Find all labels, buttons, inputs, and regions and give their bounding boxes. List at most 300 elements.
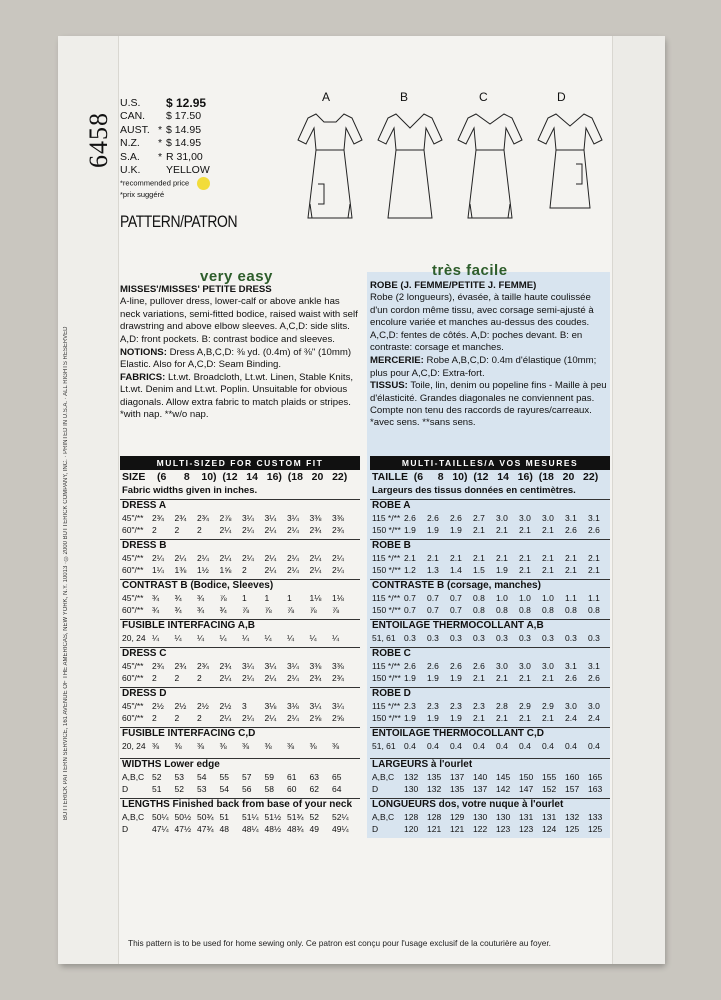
cell-value: 2.6	[473, 661, 485, 671]
table-row	[120, 513, 360, 525]
cell-value: 2.1	[427, 553, 439, 563]
section-title: DRESS B	[122, 540, 167, 551]
cell-value: 132	[427, 784, 442, 794]
cell-value: ⅜	[332, 741, 340, 751]
english-description-block	[120, 284, 360, 421]
table-row	[120, 741, 360, 753]
section-title: ROBE B	[372, 540, 411, 551]
cell-value: 54	[219, 784, 229, 794]
cell-value: 47½	[174, 824, 192, 834]
cell-value: 2¼	[287, 713, 299, 723]
section-title: ENTOILAGE THERMOCOLLANT C,D	[372, 728, 545, 739]
cell-value: 0.4	[427, 741, 439, 751]
price-country: S.A.	[120, 150, 140, 163]
cell-value: 2¼	[287, 673, 299, 683]
table-row	[120, 673, 360, 685]
cell-value: 2¼	[287, 553, 299, 563]
cell-value: 150	[519, 772, 534, 782]
cell-value: 133	[588, 812, 603, 822]
cell-value: 2¾	[332, 525, 344, 535]
cell-value: 130	[473, 812, 488, 822]
cell-value: 59	[264, 772, 274, 782]
cell-value: 1.9	[404, 673, 416, 683]
price-country: U.K.	[120, 164, 141, 177]
cell-value: 0.7	[450, 605, 462, 615]
cell-value: 2¼	[219, 553, 232, 563]
row-label: 150 */**	[372, 713, 401, 723]
row-label: 60"/**	[122, 525, 144, 535]
section-title: DRESS C	[122, 648, 167, 659]
recommended-note-text: *recommended price	[120, 178, 190, 188]
cell-value: 1.9	[450, 673, 462, 683]
cell-value: 2	[152, 525, 157, 535]
cell-value: 3¼	[242, 661, 254, 671]
cell-value: 2¼	[309, 565, 322, 575]
cell-value: 3¼	[242, 513, 254, 523]
cell-value: 2¼	[242, 673, 254, 683]
cell-value: 155	[542, 772, 557, 782]
table-row	[120, 661, 360, 673]
english-title: MISSES'/MISSES' PETITE DRESS	[120, 284, 272, 295]
cell-value: 2¼	[264, 553, 277, 563]
cell-value: 2.1	[473, 673, 485, 683]
table-row	[120, 593, 360, 605]
cell-value: 3⅜	[332, 513, 344, 523]
price-value: $ 12.95	[166, 95, 207, 110]
price-star: *	[157, 123, 163, 136]
row-label: 60"/**	[122, 673, 144, 683]
table-row	[370, 772, 610, 784]
copyright-text: BUTTERICK PATTERN SERVICE, 161 AVENUE OF THE AMERICAS, NEW YORK, N.Y. 10013 · ©2000 BUTTERICK COMPANY, INC. · PRINTED IN U.S.A. · ALL RIGHTS RESERVED	[63, 326, 69, 820]
cell-value: 0.3	[496, 633, 508, 643]
cell-value: 62	[309, 784, 319, 794]
cell-value: 2¼	[264, 565, 277, 575]
row-label: D	[372, 824, 379, 834]
cell-value: 3⅜	[332, 661, 344, 671]
cell-value: 128	[427, 812, 442, 822]
table-row	[370, 553, 610, 565]
price-country: N.Z.	[120, 137, 140, 150]
cell-value: 2¾	[174, 513, 187, 523]
cell-value: 2¾	[174, 661, 187, 671]
cell-value: 2.6	[565, 673, 577, 683]
cell-value: 135	[450, 784, 465, 794]
cell-value: 125	[588, 824, 603, 834]
cell-value: 1⅝	[219, 565, 232, 575]
cell-value: 0.4	[542, 741, 554, 751]
cell-value: 128	[404, 812, 419, 822]
cell-value: 2½	[197, 701, 209, 711]
cell-value: ¾	[174, 605, 182, 615]
cell-value: 3.0	[542, 513, 554, 523]
section-title: ROBE D	[372, 688, 411, 699]
cell-value: 51¾	[287, 812, 304, 822]
cell-value: 2¼	[287, 565, 299, 575]
cell-value: 52	[152, 772, 162, 782]
yellow-dot-icon	[197, 177, 210, 190]
row-label: A,B,C	[122, 772, 145, 782]
cell-value: 132	[404, 772, 419, 782]
cell-value: 60	[287, 784, 297, 794]
cell-value: ¼	[264, 633, 272, 643]
cell-value: 131	[542, 812, 557, 822]
cell-value: 0.4	[473, 741, 485, 751]
cell-value: 0.8	[588, 605, 600, 615]
row-label: 20, 24	[122, 633, 146, 643]
cell-value: 0.3	[588, 633, 600, 643]
cell-value: 47¼	[152, 824, 169, 834]
cell-value: 3.1	[588, 661, 600, 671]
cell-value: 2¼	[264, 673, 277, 683]
cell-value: 3.0	[542, 661, 554, 671]
table-row	[120, 784, 360, 796]
cell-value: 2	[152, 673, 157, 683]
cell-value: 3.1	[565, 513, 577, 523]
cell-value: 64	[332, 784, 342, 794]
price-row	[120, 123, 210, 137]
cell-value: 2.3	[404, 701, 416, 711]
english-notions-label: NOTIONS:	[120, 347, 167, 359]
cell-value: 145	[496, 772, 511, 782]
cell-value: 0.3	[473, 633, 485, 643]
cell-value: 2⅝	[332, 713, 344, 723]
table-row	[120, 633, 360, 645]
cell-value: 0.8	[473, 605, 485, 615]
cell-value: 131	[519, 812, 534, 822]
cell-value: 123	[496, 824, 511, 834]
row-label: D	[372, 784, 379, 794]
price-row	[120, 110, 210, 124]
cell-value: 2.1	[588, 565, 600, 575]
cell-value: 2.1	[542, 553, 554, 563]
english-table-header: MULTI-SIZED FOR CUSTOM FIT	[120, 456, 360, 470]
cell-value: 2.1	[519, 713, 531, 723]
cell-value: 1⅜	[174, 565, 187, 575]
table-row	[370, 824, 610, 836]
cell-value: 2.1	[404, 553, 416, 563]
table-row	[370, 525, 610, 537]
cell-value: 2¾	[197, 513, 209, 523]
cell-value: ¼	[197, 633, 205, 643]
cell-value: 147	[519, 784, 534, 794]
cell-value: 2.6	[404, 661, 416, 671]
table-row	[120, 824, 360, 836]
cell-value: 142	[496, 784, 511, 794]
cell-value: 1.9	[496, 565, 508, 575]
french-title: ROBE (J. FEMME/PETITE J. FEMME)	[370, 280, 537, 291]
cell-value: 2¼	[287, 525, 299, 535]
section-title: FUSIBLE INTERFACING A,B	[122, 620, 255, 631]
cell-value: 3¼	[309, 701, 322, 711]
cell-value: 0.8	[519, 605, 531, 615]
cell-value: 2.6	[450, 661, 462, 671]
cell-value: 0.4	[496, 741, 508, 751]
cell-value: 129	[450, 812, 465, 822]
cell-value: 2.9	[542, 701, 554, 711]
cell-value: 56	[242, 784, 252, 794]
cell-value: 2	[174, 525, 180, 535]
cell-value: 1	[242, 593, 247, 603]
view-label-d: D	[557, 90, 566, 104]
table-row	[370, 812, 610, 824]
dress-sketch-a	[298, 114, 362, 218]
cell-value: 3.0	[588, 701, 600, 711]
cell-value: 3¼	[287, 513, 299, 523]
cell-value: 121	[427, 824, 442, 834]
row-label: 45"/**	[122, 701, 144, 711]
english-notions: Dress A,B,C,D: ⅜ yd. (0.4m) of ⅜" (10mm) Elastic. Also for A,C,D: Seam Binding.	[120, 347, 352, 371]
cell-value: 2¼	[242, 553, 254, 563]
section-title: ENTOILAGE THERMOCOLLANT A,B	[372, 620, 544, 631]
french-notions: Robe A,B,C,D: 0.4m d'élastique (10mm; plus pour A,C,D: Extra-fort.	[370, 355, 597, 379]
cell-value: 2¼	[264, 525, 277, 535]
table-row	[370, 605, 610, 617]
cell-value: 1.5	[473, 565, 485, 575]
cell-value: ⅜	[197, 741, 205, 751]
cell-value: 2¼	[219, 713, 232, 723]
cell-value: 2½	[174, 701, 187, 711]
cell-value: 1.9	[404, 713, 416, 723]
table-row	[120, 553, 360, 565]
french-fabrics: Toile, lin, denim ou popeline fins - Maille à peu d'élasticité. Grandes diagonales ne conviennent pas. Compte non tenu des raccords de rayures/carreaux. *avec sens. **sans sens.	[370, 380, 607, 429]
cell-value: 3.0	[496, 661, 508, 671]
cell-value: 51¼	[242, 812, 259, 822]
cell-value: 124	[542, 824, 557, 834]
cell-value: 0.4	[565, 741, 577, 751]
price-star: *	[157, 150, 163, 163]
cell-value: 2.1	[450, 553, 462, 563]
cell-value: 1½	[197, 565, 209, 575]
table-row	[370, 633, 610, 645]
cell-value: 2.1	[496, 525, 508, 535]
cell-value: 2.1	[496, 673, 508, 683]
cell-value: ¾	[152, 593, 160, 603]
cell-value: 120	[404, 824, 419, 834]
pattern-title: PATTERN/PATRON	[120, 212, 238, 231]
table-row	[370, 661, 610, 673]
cell-value: 1.9	[450, 525, 462, 535]
row-label: 150 */**	[372, 605, 401, 615]
cell-value: 48½	[264, 824, 282, 834]
price-row	[120, 150, 210, 164]
view-label-a: A	[322, 90, 331, 104]
cell-value: 47¾	[197, 824, 214, 834]
english-size-row: SIZE (6 8 10) (12 14 16) (18 20 22)	[122, 471, 348, 483]
cell-value: 48¾	[287, 824, 304, 834]
row-label: 115 */**	[372, 593, 401, 603]
cell-value: 2.1	[565, 553, 577, 563]
cell-value: 137	[473, 784, 488, 794]
cell-value: 3¼	[264, 513, 277, 523]
row-label: 60"/**	[122, 565, 144, 575]
cell-value: 0.4	[588, 741, 600, 751]
cell-value: 51½	[264, 812, 282, 822]
cell-value: 3.0	[519, 661, 531, 671]
cell-value: 2.3	[473, 701, 485, 711]
cell-value: 0.3	[427, 633, 439, 643]
cell-value: ¼	[219, 633, 227, 643]
cell-value: 3.0	[565, 701, 577, 711]
cell-value: 2⅝	[309, 713, 322, 723]
cell-value: 2¼	[197, 553, 209, 563]
row-label: 20, 24	[122, 741, 146, 751]
cell-value: 2¼	[219, 673, 232, 683]
cell-value: 1.1	[588, 593, 600, 603]
cell-value: ¼	[152, 633, 160, 643]
cell-value: ⅞	[219, 593, 227, 603]
cell-value: ¾	[174, 593, 182, 603]
cell-value: 125	[565, 824, 580, 834]
cell-value: 2¾	[219, 661, 232, 671]
cell-value: 1	[287, 593, 292, 603]
cell-value: 48¼	[242, 824, 259, 834]
cell-value: ⅜	[219, 741, 227, 751]
cell-value: ⅜	[152, 741, 160, 751]
cell-value: 2.1	[519, 673, 531, 683]
price-value: $ 14.95	[166, 137, 202, 150]
row-label: 115 */**	[372, 661, 401, 671]
cell-value: 2.1	[496, 553, 508, 563]
cell-value: 63	[309, 772, 319, 782]
row-label: 51, 61	[372, 741, 396, 751]
cell-value: 160	[565, 772, 580, 782]
row-label: 45"/**	[122, 661, 144, 671]
cell-value: 2.4	[565, 713, 577, 723]
cell-value: 2½	[152, 701, 164, 711]
cell-value: ¾	[219, 605, 227, 615]
english-fabric-widths-note: Fabric widths given in inches.	[122, 485, 258, 496]
cell-value: 50¼	[152, 812, 169, 822]
price-value: $ 14.95	[166, 123, 202, 136]
row-label: 51, 61	[372, 633, 396, 643]
cell-value: 2.1	[542, 673, 554, 683]
cell-value: 3¼	[332, 701, 344, 711]
cell-value: 51	[219, 812, 229, 822]
cell-value: 163	[588, 784, 603, 794]
cell-value: 50½	[174, 812, 192, 822]
cell-value: ⅜	[174, 741, 182, 751]
recommended-note: *prix suggéré	[120, 190, 165, 199]
cell-value: 130	[404, 784, 419, 794]
cell-value: 2¼	[242, 525, 254, 535]
price-value: R 31,00	[166, 150, 203, 163]
cell-value: 1⅛	[332, 593, 344, 603]
cell-value: 2.1	[542, 713, 554, 723]
very-easy-label: very easy	[200, 268, 273, 285]
cell-value: 3¼	[264, 661, 277, 671]
cell-value: 54	[197, 772, 207, 782]
price-value: $ 17.50	[166, 110, 202, 123]
section-title: DRESS D	[122, 688, 167, 699]
cell-value: 0.8	[542, 605, 554, 615]
cell-value: 2¾	[332, 673, 344, 683]
cell-value: 2¼	[242, 713, 254, 723]
table-row	[370, 701, 610, 713]
row-label: 150 */**	[372, 673, 401, 683]
french-description-block	[370, 280, 608, 430]
dress-sketch-d	[538, 114, 602, 208]
section-title: FUSIBLE INTERFACING C,D	[122, 728, 256, 739]
price-list	[120, 96, 210, 199]
cell-value: 2.6	[427, 513, 439, 523]
cell-value: 53	[197, 784, 207, 794]
row-label: 60"/**	[122, 713, 144, 723]
row-label: A,B,C	[122, 812, 145, 822]
row-label: 115 */**	[372, 701, 401, 711]
table-row	[120, 525, 360, 537]
section-title: ROBE C	[372, 648, 411, 659]
cell-value: 3.0	[496, 513, 508, 523]
table-row	[370, 741, 610, 753]
cell-value: ⅞	[332, 605, 340, 615]
price-value: YELLOW	[166, 164, 210, 177]
cell-value: 135	[427, 772, 442, 782]
cell-value: 130	[496, 812, 511, 822]
view-label-c: C	[479, 90, 488, 104]
row-label: A,B,C	[372, 772, 395, 782]
row-label: 45"/**	[122, 593, 144, 603]
cell-value: 2	[197, 525, 202, 535]
cell-value: 2.6	[404, 513, 416, 523]
cell-value: 3⅛	[287, 701, 299, 711]
cell-value: 0.4	[404, 741, 416, 751]
cell-value: 165	[588, 772, 603, 782]
dress-sketch-c	[458, 114, 522, 218]
section-title: LARGEURS à l'ourlet	[372, 759, 473, 770]
row-label: 45"/**	[122, 553, 144, 563]
cell-value: 2.1	[496, 713, 508, 723]
cell-value: 2	[197, 673, 202, 683]
cell-value: 0.8	[496, 605, 508, 615]
table-row	[370, 513, 610, 525]
price-star: *	[157, 137, 163, 150]
cell-value: ¼	[174, 633, 182, 643]
row-label: 60"/**	[122, 605, 144, 615]
row-label: 45"/**	[122, 513, 144, 523]
cell-value: 1.0	[496, 593, 508, 603]
cell-value: 2.9	[519, 701, 531, 711]
cell-value: 2.1	[565, 565, 577, 575]
cell-value: 2.3	[450, 701, 462, 711]
cell-value: 2¼	[152, 553, 164, 563]
cell-value: 2.1	[473, 713, 485, 723]
section-title: LONGUEURS dos, votre nuque à l'ourlet	[372, 799, 564, 810]
cell-value: 1.2	[404, 565, 416, 575]
english-fabrics-label: FABRICS:	[120, 371, 166, 383]
cell-value: 2	[242, 565, 247, 575]
row-label: A,B,C	[372, 812, 395, 822]
cell-value: 2.7	[473, 513, 485, 523]
price-country: U.S.	[120, 96, 141, 109]
french-description: Robe (2 longueurs), évasée, à taille haute coulissée d'un cordon même tissu, avec corsage semi-ajusté à encolure variée et manches au-dessus des coudes. A,C,D: fentes de côtés. A,D: poches devant. B: en contraste: corsage et manches.	[370, 292, 594, 354]
price-row	[120, 137, 210, 151]
row-label: D	[122, 784, 129, 794]
french-fabric-widths-note: Largeurs des tissus données en centimètres.	[372, 485, 576, 496]
cell-value: ¼	[287, 633, 295, 643]
price-row	[120, 164, 210, 178]
cell-value: ¾	[197, 605, 205, 615]
cell-value: 2.1	[588, 553, 600, 563]
pattern-number: 6458	[84, 112, 113, 168]
cell-value: 2¾	[309, 525, 322, 535]
cell-value: 2.1	[473, 553, 485, 563]
cell-value: 2¼	[264, 713, 277, 723]
table-row	[370, 593, 610, 605]
section-title: CONTRAST B (Bodice, Sleeves)	[122, 580, 274, 591]
cell-value: 2¾	[309, 673, 322, 683]
cell-value: 0.7	[404, 605, 416, 615]
cell-value: ¾	[197, 593, 205, 603]
